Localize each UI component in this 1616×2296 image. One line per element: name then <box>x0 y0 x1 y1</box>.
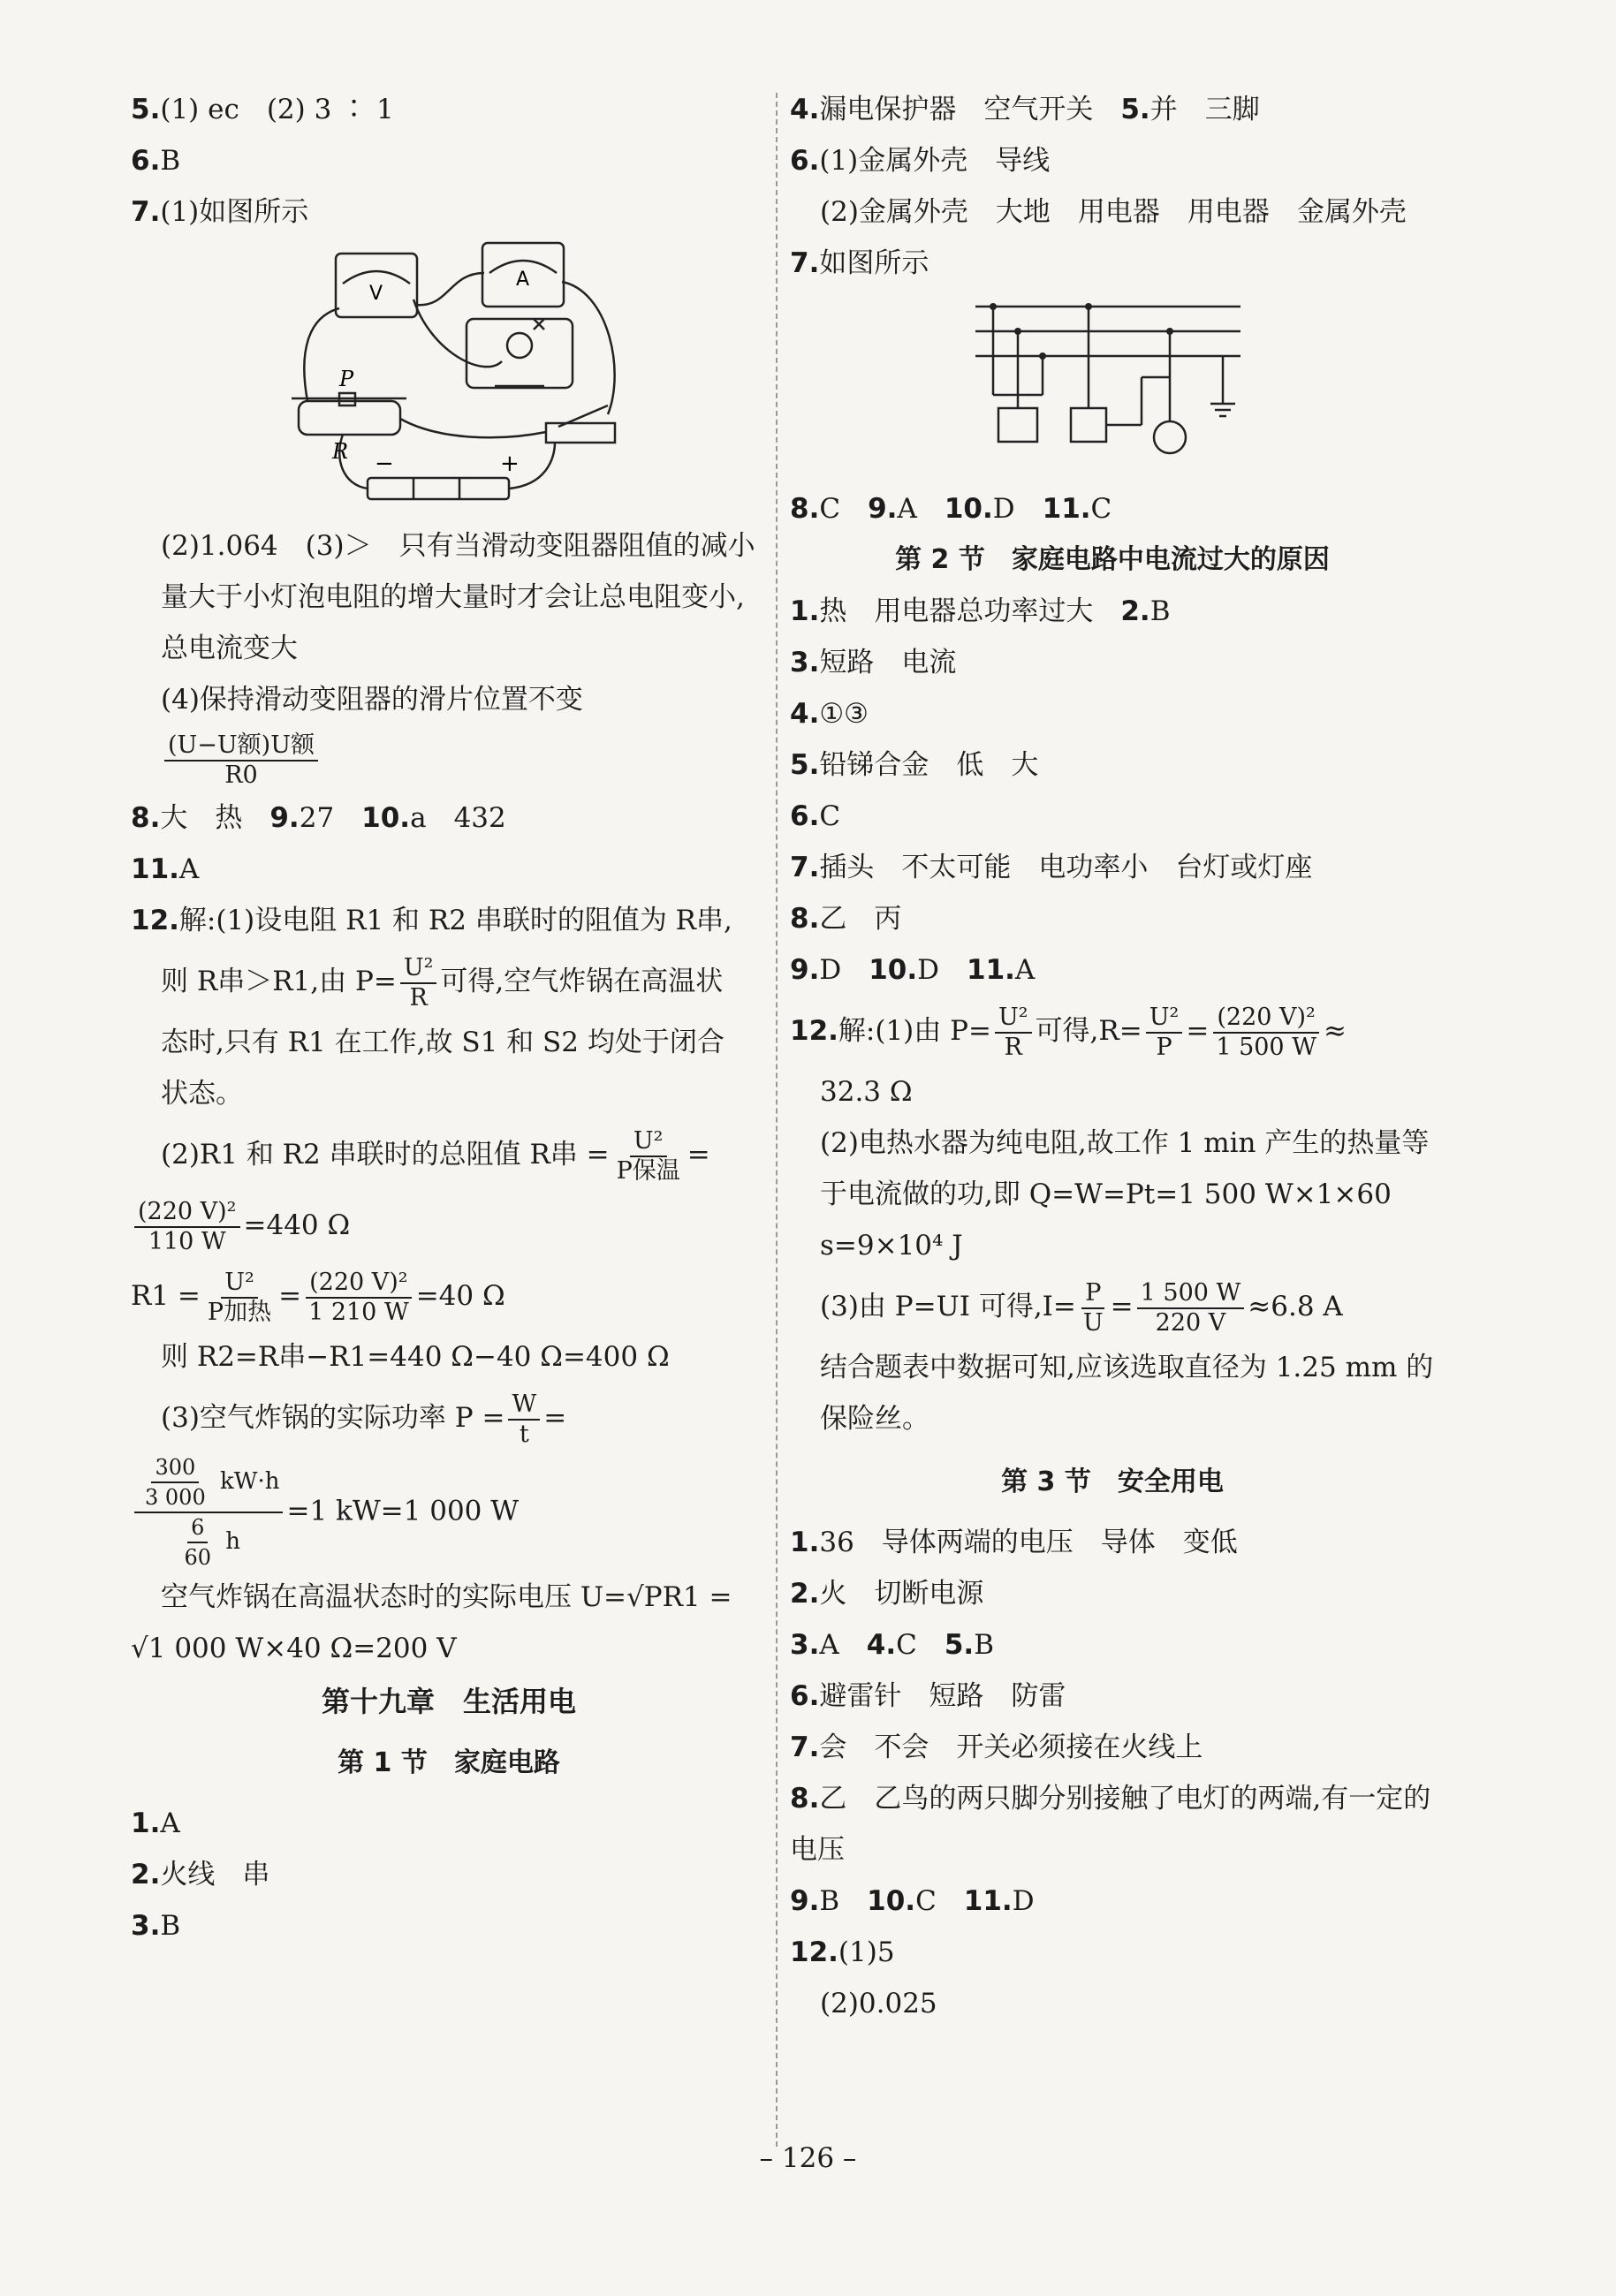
sec3-answer-12-part2: (2)0.025 <box>820 1988 937 2019</box>
household-wiring-diagram <box>790 289 1435 483</box>
sec2-answer-7: 7.插头 不太可能 电功率小 台灯或灯座 <box>790 852 1313 883</box>
circuit-figure <box>131 238 767 520</box>
voltmeter-scale <box>343 271 410 284</box>
sec2-answer-12-conclusion: 结合题表中数据可知,应该选取直径为 1.25 mm 的保险丝。 <box>820 1352 1434 1435</box>
sec2-answer-1-2: 1.热 用电器总功率过大 2.B <box>790 595 1171 627</box>
wire <box>415 273 484 305</box>
sec3-answer-3-5: 3.A 4.C 5.B <box>790 1629 994 1661</box>
answer-12-voltage-calc: √1 000 W×40 Ω=200 V <box>131 1633 457 1664</box>
answer-7-part2: (2)1.064 (3)＞ 只有当滑动变阻器阻值的减小量大于小灯泡电阻的增大量时才会让总电阻变小,总电流变大 <box>161 530 755 664</box>
sec2-answer-5: 5.铅锑合金 低 大 <box>790 749 1039 781</box>
answer-6: 6.B <box>131 145 181 177</box>
voltmeter-label: V <box>369 283 383 305</box>
answer-7: 7.(1)如图所示 <box>131 196 309 228</box>
right-column <box>790 84 1435 2029</box>
answer-12-line2: 则 R串＞R1,由 P= $\frac{\text{U²}}{R}$ 可得,空气炸锅在高温状 <box>161 953 724 1012</box>
answer-4-5: 4.漏电保护器 空气开关 5.并 三脚 <box>790 94 1260 125</box>
sec2-answer-3: 3.短路 电流 <box>790 647 957 678</box>
answer-12: 12.解:(1)设电阻 R1 和 R2 串联时的阻值为 R串, <box>131 905 732 936</box>
sec2-answer-12-part2: (2)电热水器为纯电阻,故工作 1 min 产生的热量等于电流做的功,即 Q=W=Pt=1 500 W×1×60 s=9×10⁴ J <box>820 1127 1430 1262</box>
socket <box>998 408 1037 442</box>
sec3-answer-12: 12.(1)5 <box>790 1936 895 1968</box>
answer-7: 7.如图所示 <box>790 247 929 279</box>
chapter-title: 第十九章 生活用电 <box>321 1685 576 1718</box>
battery-minus-label: − <box>375 451 394 477</box>
answer-8-11: 8.C 9.A 10.D 11.C <box>790 493 1112 525</box>
answer-6: 6.(1)金属外壳 导线 <box>790 145 1051 177</box>
wire <box>304 308 339 401</box>
sec3-answer-8: 8.乙 乙鸟的两只脚分别接触了电灯的两端,有一定的电压 <box>790 1783 1431 1866</box>
sec2-answer-9-11: 9.D 10.D 11.A <box>790 954 1036 986</box>
sec2-answer-12: 12.解:(1)由 P= $\frac{\text{U²}}{R}$ 可得,R= $\frac{\text{U²}}{P}$ = $\frac{\text{(220 V)²}}{1 500 W}$ ≈ <box>790 1003 1347 1061</box>
sec2-answer-12-result: 32.3 Ω <box>820 1076 913 1108</box>
answer-12-power-calc: $\frac{300}{3 000}$ kW·h $\frac{6}{60}$ h =1 kW=1 000 W <box>131 1453 767 1572</box>
wall-switch <box>1071 408 1106 442</box>
answer-7-part4: (4)保持滑动变阻器的滑片位置不变 <box>161 684 583 716</box>
battery-pack <box>368 478 509 499</box>
answer-7-part4-formula <box>131 725 767 792</box>
ammeter-label: A <box>516 269 530 291</box>
answer-12-r2-calc: 则 R2=R串−R1=440 Ω−40 Ω=400 Ω <box>161 1341 670 1373</box>
sec3-answer-6: 6.避雷针 短路 防雷 <box>790 1680 1066 1712</box>
answer-12-part3: (3)空气炸锅的实际功率 P = $\frac{W}{t}$ = <box>161 1390 567 1448</box>
wire <box>400 419 546 437</box>
wire <box>562 282 615 414</box>
sec2-answer-12-part3: (3)由 P=UI 可得,I= $\frac{P}{U}$ = $\frac{1 500 W}{220 V}$ ≈6.8 A <box>820 1278 1343 1337</box>
sec2-answer-8: 8.乙 丙 <box>790 903 902 935</box>
sec3-answer-7: 7.会 不会 开关必须接在火线上 <box>790 1731 1203 1763</box>
wire <box>413 299 502 367</box>
answer-12-part2: (2)R1 和 R2 串联时的总阻值 R串 = $\frac{\text{U²}}{\text{P保温}}$ = <box>161 1126 710 1185</box>
circuit-diagram <box>131 238 767 520</box>
sec3-answer-9-11: 9.B 10.C 11.D <box>790 1885 1035 1917</box>
answer-8-10: 8.大 热 9.27 10.a 432 <box>131 802 506 834</box>
answer-6-part2: (2)金属外壳 大地 用电器 用电器 金属外壳 <box>820 196 1407 228</box>
column-divider <box>776 93 778 2147</box>
answer-12-line4: 状态。 <box>161 1078 243 1110</box>
lamp-box <box>467 319 573 388</box>
section-1-title: 第 1 节 家庭电路 <box>338 1747 560 1778</box>
sec2-answer-6: 6.C <box>790 800 841 832</box>
answer-12-part2-calc: $\frac{\text{(220 V)²}}{110 W}$ =440 Ω <box>131 1190 767 1261</box>
answer-11: 11.A <box>131 853 200 885</box>
answer-12-voltage: 空气炸锅在高温状态时的实际电压 U=√PR1 = <box>161 1581 732 1613</box>
answer-5: 5.(1) ec (2) 3 ∶ 1 <box>131 94 394 125</box>
answer-12-r1-calc: R1 = $\frac{\text{U²}}{\text{P加热}}$ = $\frac{\text{(220 V)²}}{1 210 W}$ =40 Ω <box>131 1268 505 1326</box>
fraction: $\frac{\text{(U−U额)U额}}{R0}$ <box>164 731 318 790</box>
slider-label-p: P <box>339 367 354 391</box>
battery-plus-label: + <box>500 451 520 477</box>
sec3-answer-1: 1.36 导体两端的电压 导体 变低 <box>790 1527 1238 1558</box>
sec2-answer-4: 4.①③ <box>790 698 869 730</box>
rheostat-label-r: R <box>332 439 349 464</box>
sec1-answer-2: 2.火线 串 <box>131 1859 270 1891</box>
wiring-figure <box>790 289 1435 483</box>
lamp-bulb <box>507 333 532 358</box>
switch-base <box>546 423 615 443</box>
page-number: – 126 – <box>759 2142 857 2174</box>
light-bulb <box>1154 421 1186 453</box>
section-3-title: 第 3 节 安全用电 <box>1001 1466 1224 1497</box>
sec1-answer-1: 1.A <box>131 1807 180 1839</box>
section-2-title: 第 2 节 家庭电路中电流过大的原因 <box>895 544 1330 575</box>
sec3-answer-2: 2.火 切断电源 <box>790 1578 984 1610</box>
left-column <box>131 84 767 1951</box>
answer-12-line3: 态时,只有 R1 在工作,故 S1 和 S2 均处于闭合 <box>161 1027 725 1058</box>
sec1-answer-3: 3.B <box>131 1910 181 1942</box>
